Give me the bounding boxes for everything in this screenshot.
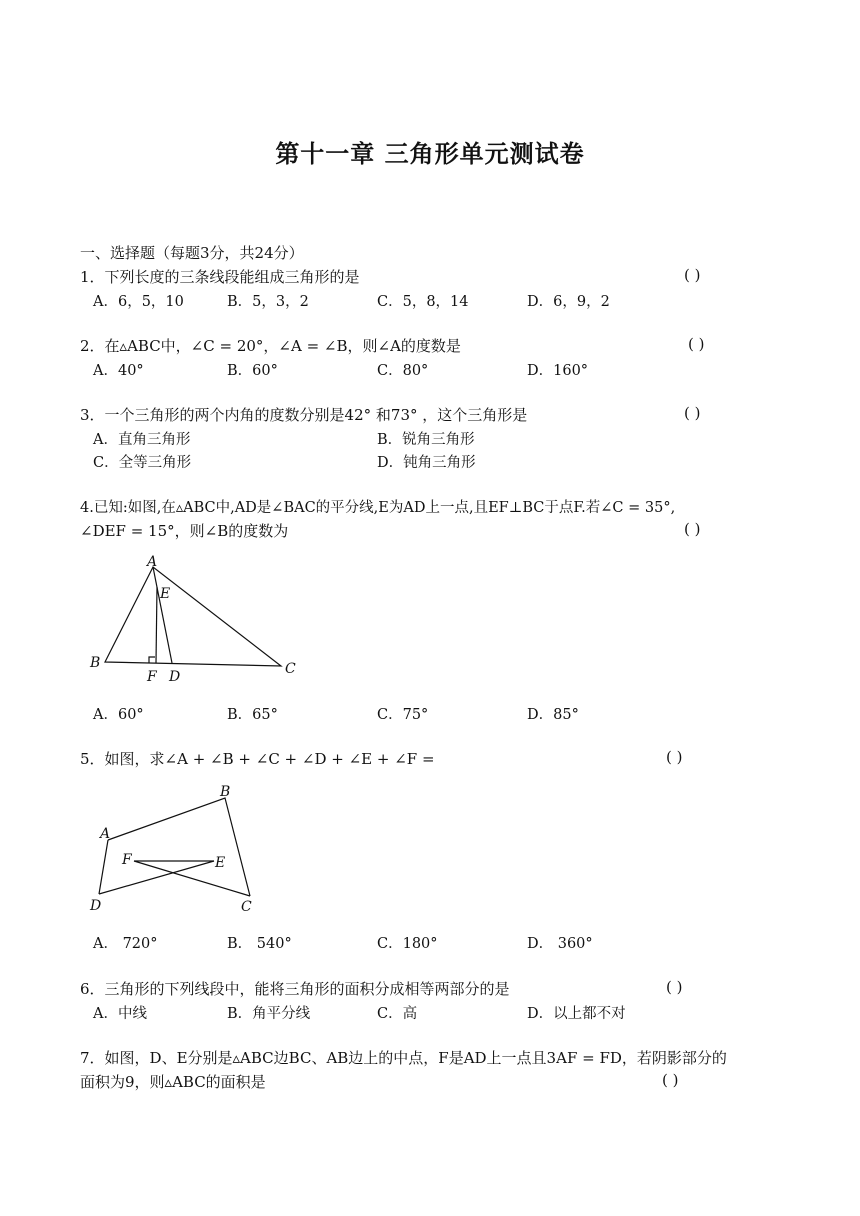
question-6-option-b: B．角平分线 [227,1006,311,1022]
question-6-answer-blank: ( ) [666,978,683,996]
question-2-option-d: D．160° [527,363,589,379]
label-b: B [220,784,231,800]
question-1-answer-blank: ( ) [684,266,701,284]
label-e: E [160,586,171,602]
segments-a-b-c [108,798,250,896]
segment-ef [156,587,157,663]
question-1-option-b: B．5，3，2 [227,294,309,310]
label-c: C [241,899,252,915]
question-4-option-b: B．65° [227,707,278,723]
question-7-answer-blank: ( ) [662,1071,679,1089]
question-4-stem-line-1: 4.已知:如图,在▵ABC中,AD是∠BAC的平分线,E为AD上一点,且EF⊥BC于点F.若∠C = 35°, [80,500,676,516]
question-3-option-d: D．钝角三角形 [377,455,476,471]
segment-de [99,861,214,894]
question-5-stem: 5．如图，求∠A + ∠B + ∠C + ∠D + ∠E + ∠F = [80,750,435,768]
question-3-answer-blank: ( ) [684,404,701,422]
label-a: A [100,826,111,842]
label-c: C [285,661,296,677]
question-6-option-a: A．中线 [93,1006,147,1022]
question-5-answer-blank: ( ) [666,748,683,766]
question-1-option-a: A．6，5，10 [93,294,184,310]
question-7-stem-line-2: 面积为9，则▵ABC的面积是 [80,1073,266,1091]
question-6-option-d: D．以上都不对 [527,1006,626,1022]
label-e: E [215,855,226,871]
question-1-option-c: C．5，8，14 [377,294,469,310]
segment-ad [99,840,108,894]
question-5-option-d: D． 360° [527,936,593,952]
question-5-option-a: A． 720° [93,936,158,952]
question-4-option-d: D．85° [527,707,579,723]
question-2-stem: 2．在▵ABC中，∠C = 20°，∠A = ∠B，则∠A的度数是 [80,337,461,355]
question-4-stem-line-2: ∠DEF = 15°，则∠B的度数为 [80,522,289,540]
triangle-abc [105,567,281,666]
label-a: A [147,554,158,570]
question-4-option-c: C．75° [377,707,429,723]
question-4-option-a: A．60° [93,707,144,723]
page-title: 第十一章 三角形单元测试卷 [275,139,585,168]
label-b: B [90,655,101,671]
question-1-option-d: D．6，9，2 [527,294,610,310]
question-6-option-c: C．高 [377,1006,418,1022]
label-d: D [169,669,181,685]
question-2-answer-blank: ( ) [688,335,705,353]
question-5-option-b: B． 540° [227,936,292,952]
question-5-option-c: C．180° [377,936,438,952]
question-3-stem: 3．一个三角形的两个内角的度数分别是42° 和73° ，这个三角形是 [80,406,528,424]
question-6-stem: 6．三角形的下列线段中，能将三角形的面积分成相等两部分的是 [80,980,510,998]
question-3-option-b: B．锐角三角形 [377,432,475,448]
question-2-option-b: B．60° [227,363,278,379]
question-7-stem-line-1: 7．如图，D、E分别是▵ABC边BC、AB边上的中点，F是AD上一点且3AF = FD，若阴影部分的 [80,1049,727,1067]
section-heading: 一、选择题（每题3分，共24分） [80,244,304,262]
right-angle-mark [149,657,155,663]
question-3-option-c: C．全等三角形 [93,455,192,471]
question-3-option-a: A．直角三角形 [93,432,191,448]
question-5-figure [84,780,274,915]
question-1-stem: 1．下列长度的三条线段能组成三角形的是 [80,268,360,286]
label-f: F [147,669,157,685]
question-2-option-a: A．40° [93,363,144,379]
question-2-option-c: C．80° [377,363,429,379]
label-f: F [122,852,132,868]
question-4-answer-blank: ( ) [684,520,701,538]
question-4-triangle-figure [84,550,314,690]
label-d: D [90,898,102,914]
